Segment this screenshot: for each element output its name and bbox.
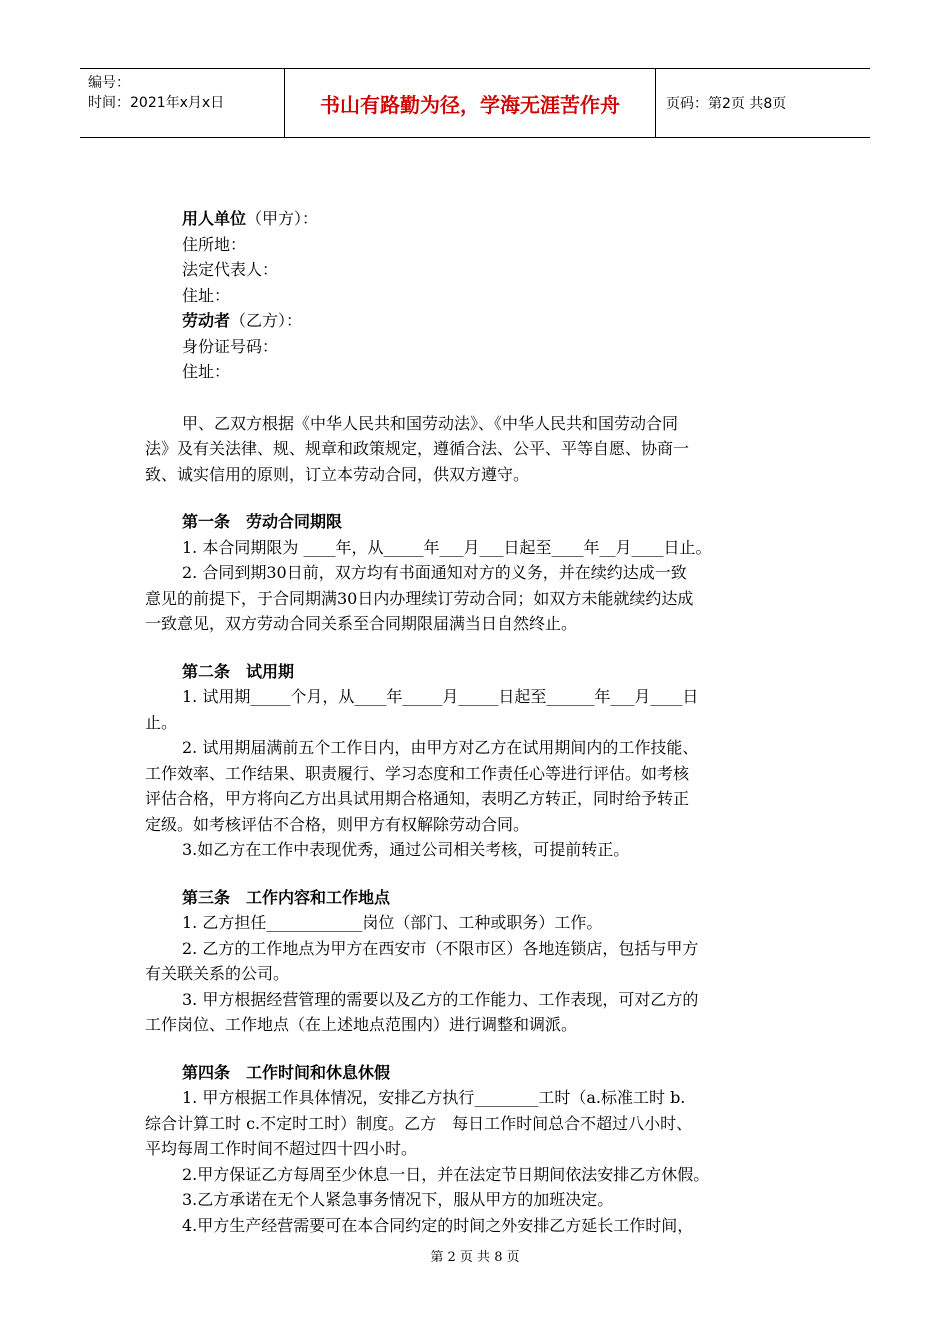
address-line: 住址： (182, 285, 231, 305)
worker-suffix: （乙方）： (230, 311, 303, 330)
worker-line (145, 308, 813, 334)
article-line: 2. 合同到期30日前，双方均有书面通知对方的义务，并在续约达成一致 (182, 563, 687, 582)
articles (145, 487, 813, 1238)
header-time: 时间：2021年x月x日 (88, 95, 225, 111)
article-line: 平均每周工作时间不超过四十四小时。 (145, 1139, 418, 1158)
header-number: 编号： (88, 75, 130, 91)
article-line: 定级。如考核评估不合格，则甲方有权解除劳动合同。 (145, 814, 530, 834)
intro-line: 致、诚实信用的原则，订立本劳动合同，供双方遵守。 (145, 464, 530, 484)
worker-address-line: 住址： (182, 362, 231, 381)
article-line: 止。 (145, 712, 178, 732)
page-footer: 第 2 页 共 8 页 (430, 1250, 520, 1265)
article-line: 2. 乙方的工作地点为甲方在西安市（不限市区）各地连锁店，包括与甲方 (182, 938, 699, 958)
article-line: 综合计算工时 c.不定时工时）制度。乙方 每日工作时间总合不超过八小时、 (145, 1113, 693, 1133)
employer-suffix: （甲方）： (246, 209, 319, 228)
article-line: 工作效率、工作结果、职责履行、学习态度和工作责任心等进行评估。如考核 (145, 763, 690, 783)
article-line: 1. 乙方担任____________岗位（部门、工种或职务）工作。 (182, 913, 603, 932)
article-line: 有关联关系的公司。 (145, 964, 290, 983)
spacer (145, 385, 813, 411)
article-line: 3.乙方承诺在无个人紧急事务情况下，服从甲方的加班决定。 (182, 1190, 614, 1209)
article-line: 1. 试用期_____个月，从____年_____月_____日起至______年___月____日 (182, 687, 699, 706)
article-title: 第一条 劳动合同期限 (182, 512, 343, 531)
intro-line: 甲、乙双方根据《中华人民共和国劳动法》、《中华人民共和国劳动合同 (182, 413, 679, 433)
spacer (145, 1038, 813, 1060)
employer-line (145, 206, 813, 232)
article-title: 第四条 工作时间和休息休假 (182, 1062, 391, 1082)
page-header (80, 68, 870, 138)
article-line: 2.甲方保证乙方每周至少休息一日，并在法定节日期间依法安排乙方休假。 (182, 1164, 710, 1184)
article-line: 评估合格，甲方将向乙方出具试用期合格通知，表明乙方转正，同时给予转正 (145, 789, 690, 808)
article-line: 3. 甲方根据经营管理的需要以及乙方的工作能力、工作表现，可对乙方的 (182, 989, 699, 1009)
article-line: 2. 试用期届满前五个工作日内，由甲方对乙方在试用期间内的工作技能、 (182, 738, 699, 757)
parties-block (145, 206, 813, 385)
header-meta (80, 69, 284, 137)
article-title: 第三条 工作内容和工作地点 (182, 887, 391, 907)
document-body (145, 206, 813, 1238)
article-line: 1. 本合同期限为 ____年，从_____年___月___日起至____年__月____日止。 (182, 537, 712, 557)
header-page-info: 页码：第2页 共8页 (666, 96, 787, 112)
legal-rep-line: 法定代表人： (182, 260, 279, 279)
article-line: 4.甲方生产经营需要可在本合同约定的时间之外安排乙方延长工作时间， (182, 1215, 694, 1235)
worker-label: 劳动者 (182, 311, 231, 330)
spacer (145, 487, 813, 509)
article-line: 工作岗位、工作地点（在上述地点范围内）进行调整和调派。 (145, 1015, 578, 1034)
header-motto: 书山有路勤为径，学海无涯苦作舟 (284, 69, 656, 137)
article-line: 1. 甲方根据工作具体情况，安排乙方执行________工时（a.标准工时 b. (182, 1088, 686, 1107)
employer-label: 用人单位 (182, 209, 247, 228)
spacer (145, 637, 813, 659)
intro-paragraph (145, 411, 813, 488)
article-title: 第二条 试用期 (182, 661, 295, 681)
id-number-line: 身份证号码： (182, 336, 279, 356)
article-line: 意见的前提下，于合同期满30日内办理续订劳动合同；如双方未能就续约达成 (145, 588, 694, 608)
residence-line: 住所地： (182, 234, 247, 254)
article-line: 3.如乙方在工作中表现优秀，通过公司相关考核，可提前转正。 (182, 840, 630, 859)
spacer (145, 863, 813, 885)
article-line: 一致意见，双方劳动合同关系至合同期限届满当日自然终止。 (145, 614, 578, 633)
intro-line: 法》及有关法律、规、规章和政策规定，遵循合法、公平、平等自愿、协商一 (145, 439, 690, 458)
